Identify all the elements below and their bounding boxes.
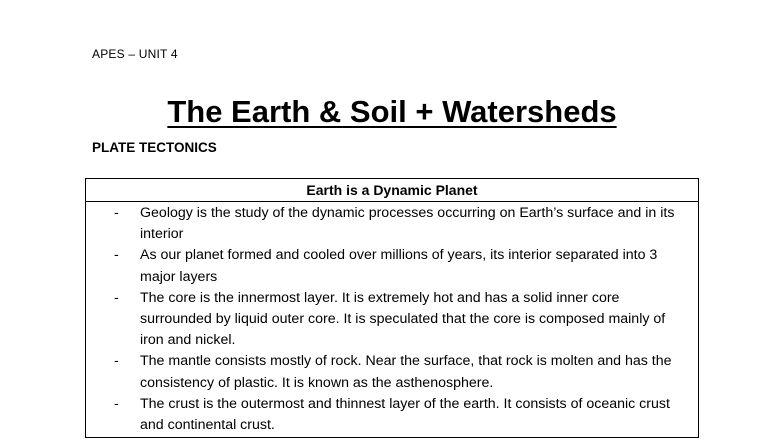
- section-heading: PLATE TECTONICS: [92, 140, 217, 155]
- unit-label: APES – UNIT 4: [92, 47, 178, 61]
- bullet-marker: -: [114, 289, 119, 306]
- table-body-row: [86, 202, 699, 438]
- list-item: [114, 245, 688, 287]
- list-item: [114, 203, 688, 245]
- topic-table: [85, 178, 699, 438]
- list-item: [114, 351, 688, 393]
- table-body-cell: [86, 202, 699, 438]
- bullet-marker: -: [114, 247, 119, 264]
- table-heading: Earth is a Dynamic Planet: [86, 179, 699, 202]
- list-item: [114, 288, 688, 352]
- bullet-marker: -: [114, 205, 119, 221]
- bullet-marker: -: [114, 353, 119, 370]
- bullet-marker: -: [114, 395, 119, 412]
- bullet-list: [114, 203, 688, 436]
- bullet-text: As our planet formed and cooled over millions of years, its interior separated into 3 major layers: [140, 247, 658, 285]
- document-title: The Earth & Soil + Watersheds: [167, 94, 617, 129]
- bullet-text: The mantle consists mostly of rock. Near the surface, that rock is molten and has the consistency of plastic. It is known as the asthenosphere.: [140, 353, 672, 391]
- list-item: [114, 394, 688, 436]
- table-header-row: [86, 179, 699, 202]
- bullet-text: The core is the innermost layer. It is extremely hot and has a solid inner core surrounded by liquid outer core. It is speculated that the core is composed mainly of iron and nickel.: [140, 289, 666, 349]
- bullet-text: Geology is the study of the dynamic processes occurring on Earth’s surface and in its interior: [140, 205, 675, 243]
- bullet-text: The crust is the outermost and thinnest layer of the earth. It consists of oceanic crust and continental crust.: [140, 395, 670, 434]
